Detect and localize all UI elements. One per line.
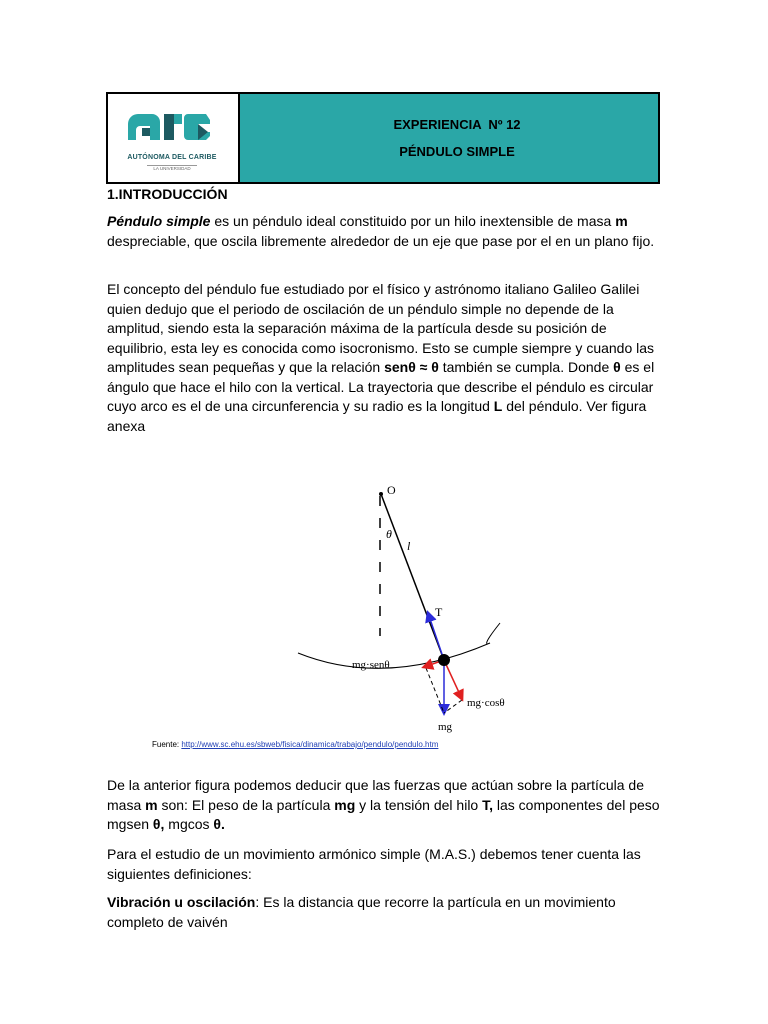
paragraph-definition: Péndulo simple es un péndulo ideal constituido por un hilo inextensible de masa m despreciable, que oscila libremente alrededor de un eje que pase por el en un plano fijo.: [107, 213, 655, 249]
paragraph-mas: Para el estudio de un movimiento armónico simple (M.A.S.) debemos tener cuenta las siguientes definiciones:: [107, 846, 641, 882]
experience-title: PÉNDULO SIMPLE: [399, 144, 515, 159]
label-length: l: [407, 539, 411, 553]
university-logo: [108, 94, 240, 182]
radial-component: [444, 660, 462, 699]
pendulum-string: [381, 494, 444, 660]
paragraph-vibracion: Vibración u oscilación: Es la distancia que recorre la partícula en un movimiento completo de vaivén: [107, 894, 616, 930]
paragraph-galileo: El concepto del péndulo fue estudiado por el físico y astrónomo italiano Galileo Galilei quien dedujo que el periodo de oscilación de un péndulo simple no depende de la amplitud, siendo esta la separación máxima de la partícula desde su posición de equilibrio, esta ley es conocida como isocronismo. Esto se cumple siempre y cuando las amplitudes sean pequeñas y que la relación senθ ≈ θ también se cumpla. Donde θ es el ángulo que hace el hilo con la vertical. La trayectoria que describe el péndulo es circular cuyo arco es el de una circunferencia y su radio es la longitud L del péndulo. Ver figura anexa: [107, 281, 655, 434]
projection-line: [426, 668, 444, 713]
document-header: [106, 92, 660, 184]
logo-mark-icon: [108, 94, 236, 154]
term-vibracion: Vibración u oscilación: [107, 894, 256, 910]
label-tangential: mg·senθ: [352, 659, 390, 671]
paragraph-forces: De la anterior figura podemos deducir que las fuerzas que actúan sobre la partícula de masa m son: El peso de la partícula mg y la tensión del hilo T, las componentes del peso mgsen θ, mgcos θ.: [107, 777, 660, 832]
experience-number: EXPERIENCIA Nº 12: [393, 117, 521, 132]
term-pendulo-simple: Péndulo simple: [107, 213, 211, 229]
logo-name: AUTÓNOMA DEL CARIBE: [127, 154, 217, 161]
label-origin: O: [387, 483, 396, 497]
projection-line: [444, 700, 462, 713]
tension-vector: [428, 613, 444, 660]
section-heading: 1.INTRODUCCIÓN: [107, 186, 228, 202]
trajectory-arc: [298, 623, 500, 668]
title-block: [240, 94, 658, 182]
relation-sen-theta: senθ ≈ θ: [384, 359, 439, 375]
label-weight: mg: [438, 721, 453, 733]
pendulum-figure: [290, 478, 540, 736]
label-angle: θ: [386, 527, 392, 541]
label-radial: mg·cosθ: [467, 697, 505, 709]
figure-source: Fuente: http://www.sc.ehu.es/sbweb/fisica/dinamica/trabajo/pendulo/pendulo.htm: [152, 740, 439, 749]
source-link[interactable]: http://www.sc.ehu.es/sbweb/fisica/dinamica/trabajo/pendulo/pendulo.htm: [181, 740, 439, 749]
logo-tagline: LA UNIVERSIDAD: [108, 165, 236, 171]
pendulum-bob: [438, 654, 450, 666]
label-tension: T: [435, 605, 443, 619]
